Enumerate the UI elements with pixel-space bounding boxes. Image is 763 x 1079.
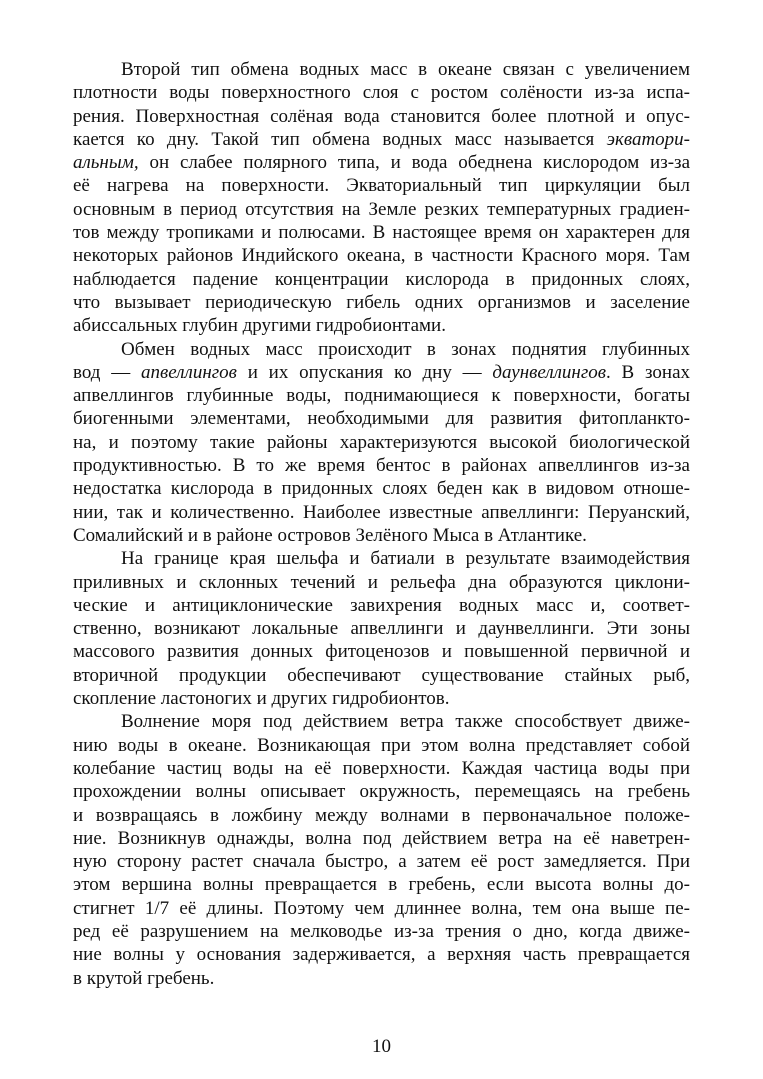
paragraph bbox=[73, 710, 690, 990]
text-run: плотности воды поверхностного слоя с ростом солёности из-за испа- bbox=[73, 82, 690, 104]
italic-term: даунвеллингов bbox=[492, 361, 607, 383]
text-line bbox=[73, 687, 690, 710]
text-run: колебание частиц воды на её поверхности. Каждая частица воды при bbox=[73, 757, 690, 779]
text-run: стигнет 1/7 её длины. Поэтому чем длиннее волна, тем она выше пе- bbox=[73, 897, 690, 919]
text-run: на, и поэтому такие районы характеризуются высокой биологической bbox=[73, 431, 690, 453]
text-line bbox=[73, 501, 690, 524]
italic-term: альным, bbox=[73, 152, 139, 174]
paragraph bbox=[73, 338, 690, 548]
text-run: скопление ластоногих и других гидробионтов. bbox=[73, 688, 450, 710]
text-run: её нагрева на поверхности. Экваториальный тип циркуляции был bbox=[73, 175, 690, 197]
text-run: Обмен водных масс происходит в зонах поднятия глубинных bbox=[121, 338, 690, 360]
page-number: 10 bbox=[372, 1036, 391, 1057]
text-line bbox=[73, 873, 690, 896]
text-run: наблюдается падение концентрации кислорода в придонных слоях, bbox=[73, 268, 690, 290]
text-line bbox=[73, 105, 690, 128]
text-run: На границе края шельфа и батиали в результате взаимодействия bbox=[121, 548, 690, 570]
text-run: вод — bbox=[73, 361, 142, 383]
text-run: прохождении волны описывает окружность, перемещаясь на гребень bbox=[73, 781, 690, 803]
text-line bbox=[73, 710, 690, 733]
text-line bbox=[73, 617, 690, 640]
text-run: Второй тип обмена водных масс в океане связан с увеличением bbox=[121, 59, 690, 80]
text-line bbox=[73, 967, 690, 990]
text-run: биогенными элементами, необходимыми для развития фитопланкто- bbox=[73, 408, 690, 430]
paragraph bbox=[73, 547, 690, 710]
text-run: ческие и антициклонические завихрения водных масс и, соответ- bbox=[73, 594, 690, 616]
text-run: ную сторону растет сначала быстро, а затем её рост замедляется. При bbox=[73, 851, 690, 873]
text-line bbox=[73, 174, 690, 197]
text-line bbox=[73, 384, 690, 407]
text-line bbox=[73, 920, 690, 943]
text-run: кается ко дну. Такой тип обмена водных масс называется bbox=[73, 128, 607, 150]
text-line bbox=[73, 268, 690, 291]
text-line bbox=[73, 291, 690, 314]
text-line bbox=[73, 664, 690, 687]
text-line bbox=[73, 780, 690, 803]
text-line bbox=[73, 338, 690, 361]
text-line bbox=[73, 524, 690, 547]
text-line bbox=[73, 477, 690, 500]
text-run: Волнение моря под действием ветра также способствует движе- bbox=[121, 711, 690, 733]
italic-term: экватори- bbox=[606, 128, 690, 150]
text-run: некоторых районов Индийского океана, в частности Красного моря. Там bbox=[73, 245, 690, 267]
text-run: рения. Поверхностная солёная вода становится более плотной и опус- bbox=[73, 105, 690, 127]
text-run: апвеллингов глубинные воды, поднимающиеся к поверхности, богаты bbox=[73, 385, 690, 407]
text-run: вторичной продукции обеспечивают существование стайных рыб, bbox=[73, 664, 690, 686]
text-line bbox=[73, 804, 690, 827]
text-line bbox=[73, 244, 690, 267]
text-run: ние волны у основания задерживается, а верхняя часть превращается bbox=[73, 944, 690, 966]
text-run: массового развития донных фитоценозов и повышенной первичной и bbox=[73, 641, 690, 663]
text-run: нии, так и количественно. Наиболее известные апвеллинги: Перуанский, bbox=[73, 501, 690, 523]
text-line bbox=[73, 58, 690, 81]
text-line bbox=[73, 640, 690, 663]
text-run: и их опускания ко дну — bbox=[236, 361, 493, 383]
text-run: основным в период отсутствия на Земле резких температурных градиен- bbox=[73, 198, 690, 220]
text-line bbox=[73, 151, 690, 174]
text-line bbox=[73, 198, 690, 221]
text-line bbox=[73, 314, 690, 337]
page-body bbox=[73, 58, 690, 990]
text-run: что вызывает периодическую гибель одних организмов и заселение bbox=[73, 291, 690, 313]
text-line bbox=[73, 897, 690, 920]
text-line bbox=[73, 827, 690, 850]
text-line bbox=[73, 734, 690, 757]
text-line bbox=[73, 361, 690, 384]
italic-term: апвеллингов bbox=[141, 361, 237, 383]
text-line bbox=[73, 547, 690, 570]
text-line bbox=[73, 757, 690, 780]
text-run: продуктивностью. В то же время бентос в районах апвеллингов из-за bbox=[73, 455, 690, 477]
text-run: ственно, возникают локальные апвеллинги и даунвеллинги. Эти зоны bbox=[73, 618, 690, 640]
text-line bbox=[73, 81, 690, 104]
text-line bbox=[73, 594, 690, 617]
text-line bbox=[73, 454, 690, 477]
text-run: . В зонах bbox=[606, 361, 691, 383]
text-line bbox=[73, 431, 690, 454]
text-run: тов между тропиками и полюсами. В настоящее время он характерен для bbox=[73, 222, 690, 244]
text-run: нию воды в океане. Возникающая при этом волна представляет собой bbox=[73, 734, 690, 756]
text-run: приливных и склонных течений и рельефа дна образуются циклони- bbox=[73, 571, 690, 593]
text-run: ние. Возникнув однажды, волна под действием ветра на её наветрен- bbox=[73, 827, 690, 849]
text-run: этом вершина волны превращается в гребень, если высота волны до- bbox=[73, 874, 690, 896]
text-line bbox=[73, 571, 690, 594]
text-line bbox=[73, 943, 690, 966]
text-line bbox=[73, 850, 690, 873]
text-run: Сомалийский и в районе островов Зелёного Мыса в Атлантике. bbox=[73, 524, 587, 546]
text-run: абиссальных глубин другими гидробионтами. bbox=[73, 315, 446, 337]
text-line bbox=[73, 128, 690, 151]
text-run: ред её разрушением на мелководье из-за трения о дно, когда движе- bbox=[73, 920, 690, 942]
text-run: недостатка кислорода в придонных слоях беден как в видовом отноше- bbox=[73, 478, 690, 500]
text-run: и возвращаясь в ложбину между волнами в первоначальное положе- bbox=[73, 804, 690, 826]
text-run: в крутой гребень. bbox=[73, 967, 215, 989]
text-line bbox=[73, 221, 690, 244]
paragraph bbox=[73, 58, 690, 338]
text-line bbox=[73, 407, 690, 430]
text-run: он слабее полярного типа, и вода обеднена кислородом из-за bbox=[138, 152, 690, 174]
text-container bbox=[73, 58, 690, 990]
